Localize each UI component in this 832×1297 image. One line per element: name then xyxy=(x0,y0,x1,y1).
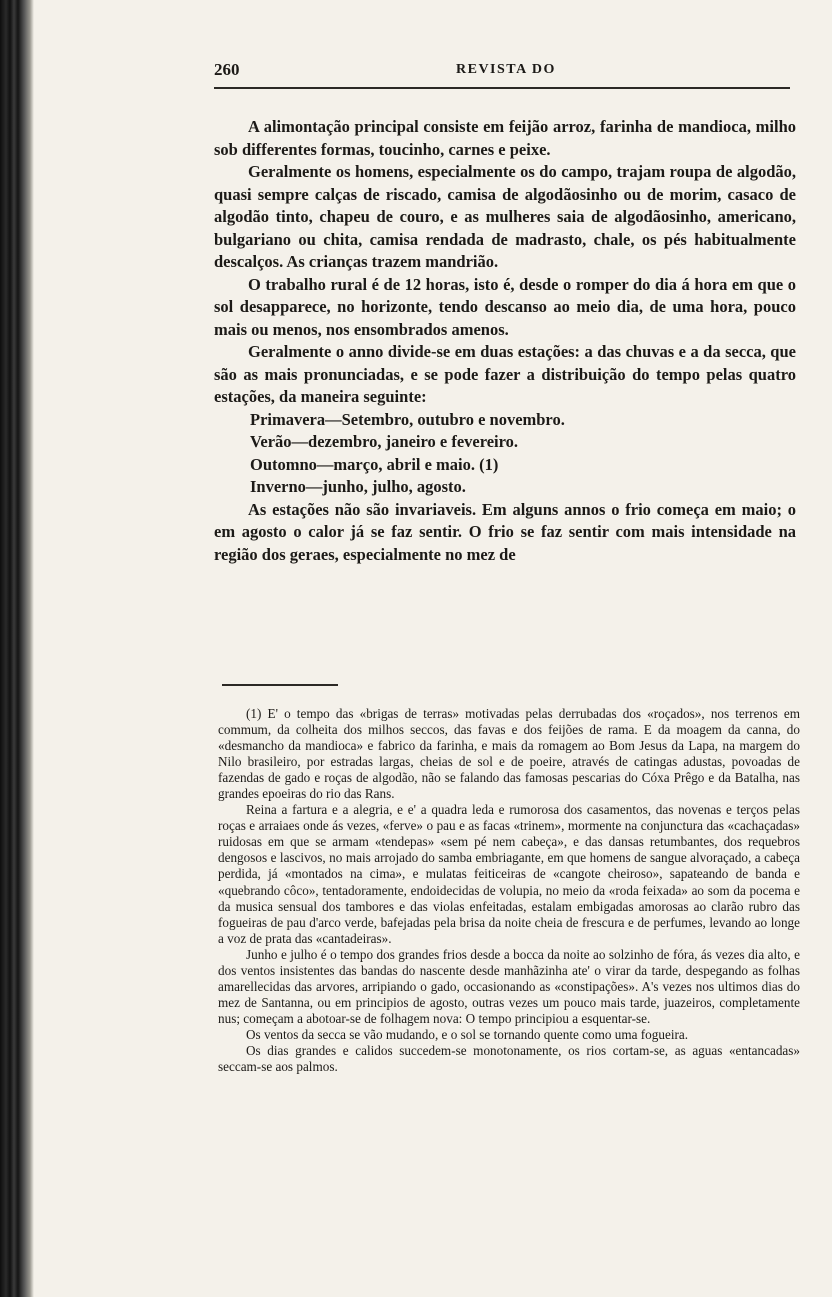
footnote-paragraph: (1) E' o tempo das «brigas de terras» motivadas pelas derrubadas dos «roçados», nos terrenos em commum, da colheita dos milhos seccos, das favas e dos feijões de rama. E da moagem da canna, do «desmancho da mandioca» e fabrico da farinha, e mais da romagem ao Bom Jesus da Lapa, na margem do Nilo brasileiro, por estradas largas, cheias de sol e de poeire, através de catingas adustas, povoadas de fazendas de gado e roças de algodão, não se falando das famosas pescarias do Cóxa Prêgo e da Batalha, nas grandes epoeiras do rio das Rans. xyxy=(218,706,800,802)
page-number: 260 xyxy=(214,60,240,79)
paragraph-closing: As estações não são invariaveis. Em alguns annos o frio começa em maio; o em agosto o calor já se faz sentir. O frio se faz sentir com mais intensidade na região dos geraes, especialmente no mez de xyxy=(214,499,796,564)
page-header xyxy=(214,60,790,94)
book-binding-edge xyxy=(0,0,34,1297)
main-text xyxy=(214,116,796,566)
paragraph-clothing: Geralmente os homens, especialmente os do campo, trajam roupa de algodão, quasi sempre calças de riscado, camisa de algodãosinho ou de morim, casaco de algodão tinto, chapeu de couro, e as mulheres saia de algodãosinho, americano, bulgariano ou chita, camisa rendada de madrasto, chale, os pés habitualmente descalços. As crianças trazem mandrião. xyxy=(214,162,796,271)
footnote-paragraph: Junho e julho é o tempo dos grandes frios desde a bocca da noite ao solzinho de fóra, ás vezes dia alto, e dos ventos insistentes das bandas do nascente desde manhãzinha ate' o virar da tarde, despegando as folhas amarellecidas das arvores, arripiando o gado, occasionando as «constipações». A's vezes nos ultimos dias do mez de Santanna, ou em principios de agosto, outras vezes um pouco mais tarde, juazeiros, completamente nus; começam a abotoar-se de folhagem nova: O tempo principiou a esquentar-se. xyxy=(218,946,800,1026)
season-summer: Verão—dezembro, janeiro e fevereiro. xyxy=(250,432,519,451)
footnote-paragraph: Os ventos da secca se vão mudando, e o sol se tornando quente como uma fogueira. xyxy=(246,1026,689,1042)
footnote-paragraph: Reina a fartura e a alegria, e e' a quadra leda e rumorosa dos casamentos, das novenas e terços pelas roças e arraiaes onde ás vezes, «ferve» o pau e as facas «trinem», mormente na conjunctura das «cachaçadas» ruidosas em que se armam «tendepas» «sem pé nem cabeça», e das dansas retumbantes, dos requebros dengosos e lascivos, no mais arrojado do samba embriagante, em que homens de sangue alvoraçado, a cabeça perdida, já «montados na cima», e mulatas feiticeiras de «cangote cheiroso», sapateando de banda e «quebrando côco», tentadoramente, endoidecidas de volupia, no meio da «roda feixada» ao som da pocema e da musica sensual dos tambores e das violas enfeitadas, estalam embigadas amorosas ao clarão rubro das fogueiras de pau d'arco verde, bafejadas pela brisa da noite cheia de frescura e de perfumes, levando ao longe a voz de prata das «cantadeiras». xyxy=(218,802,800,946)
footnote-paragraph: Os dias grandes e calidos succedem-se monotonamente, os rios cortam-se, as aguas «entancadas» seccam-se aos palmos. xyxy=(218,1042,800,1075)
paragraph-seasons-intro: Geralmente o anno divide-se em duas estações: a das chuvas e a da secca, que são as mais pronunciadas, e se pode fazer a distribuição do tempo pelas quatro estações, da maneira seguinte: xyxy=(214,342,796,406)
running-title: REVISTA DO xyxy=(456,62,556,77)
paragraph-work: O trabalho rural é de 12 horas, isto é, desde o romper do dia á hora em que o sol desapparece, no horizonte, tendo descanso ao meio dia, de uma hora, pouco mais ou menos, nos ensombrados amenos. xyxy=(214,274,796,339)
season-spring: Primavera—Setembro, outubro e novembro. xyxy=(250,409,565,429)
season-winter: Inverno—junho, julho, agosto. xyxy=(250,477,466,496)
footnote-rule xyxy=(222,684,338,686)
paragraph-diet: A alimontação principal consiste em feijão arroz, farinha de mandioca, milho sob differentes formas, toucinho, carnes e peixe. xyxy=(214,117,796,159)
footnote xyxy=(218,706,800,1075)
header-rule xyxy=(214,87,790,89)
season-autumn: Outomno—março, abril e maio. (1) xyxy=(250,454,499,474)
